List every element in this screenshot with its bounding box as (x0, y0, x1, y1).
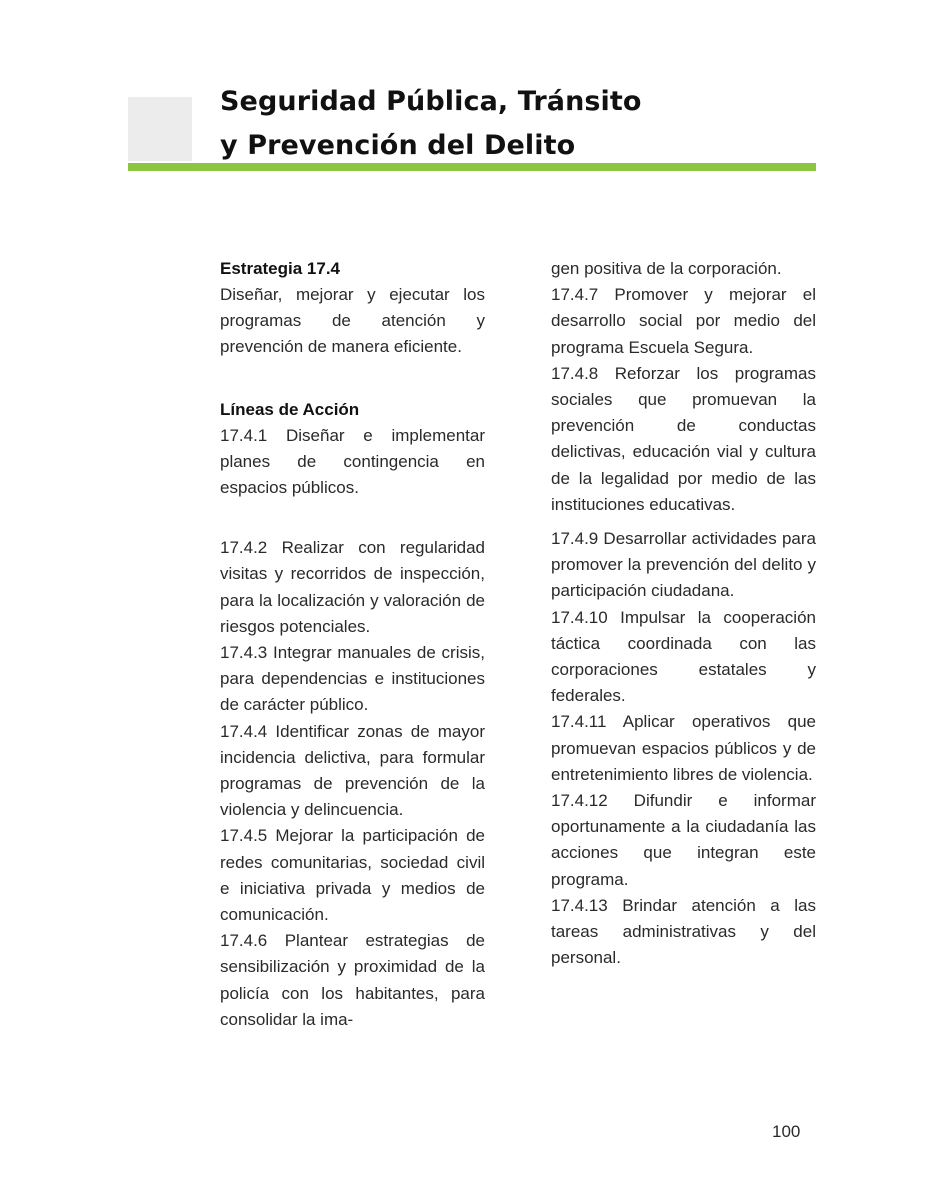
action-item: 17.4.4 Identificar zonas de mayor incidencia delictiva, para formular programas de prevención de la violencia y delincuencia. (220, 721, 485, 820)
action-item: 17.4.13 Brindar atención a las tareas administrativas y del personal. (551, 895, 816, 968)
strategy-heading: Estrategia 17.4 (220, 259, 341, 278)
action-item: 17.4.6 Plantear estrategias de sensibilización y proximidad de la policía con los habitantes, para consolidar la ima- (220, 931, 485, 1029)
right-column (551, 256, 816, 971)
action-item: 17.4.9 Desarrollar actividades para promover la prevención del delito y participación ciudadana. (551, 529, 816, 601)
action-item-continuation: gen positiva de la corporación. (551, 259, 782, 278)
action-item: 17.4.5 Mejorar la participación de redes comunitarias, sociedad civil e iniciativa privada y medios de comunicación. (220, 826, 485, 925)
action-item: 17.4.10 Impulsar la cooperación táctica coordinada con las corporaciones estatales y federales. (551, 607, 816, 706)
action-item: 17.4.7 Promover y mejorar el desarrollo social por medio del programa Escuela Segura. (551, 285, 816, 357)
page-title (220, 80, 642, 168)
action-lines-heading: Líneas de Acción (220, 399, 360, 419)
action-item: 17.4.3 Integrar manuales de crisis, para dependencias e instituciones de carácter público. (220, 643, 485, 715)
action-item: 17.4.11 Aplicar operativos que promuevan espacios públicos y de entretenimiento libres de violencia. (551, 712, 816, 784)
action-item: 17.4.1 Diseñar e implementar planes de contingencia en espacios públicos. (220, 425, 485, 498)
left-column (220, 256, 485, 1033)
page-title-line-2: y Prevención del Delito (220, 130, 576, 161)
action-item: 17.4.8 Reforzar los programas sociales que promuevan la prevención de conductas delictivas, educación vial y cultura de la legalidad por medio de las instituciones educativas. (551, 363, 816, 514)
strategy-text: Diseñar, mejorar y ejecutar los programas de atención y prevención de manera eficiente. (220, 285, 485, 357)
title-decoration-box (128, 97, 192, 161)
action-item: 17.4.2 Realizar con regularidad visitas y recorridos de inspección, para la localización y valoración de riesgos potenciales. (220, 538, 485, 636)
title-underline-bar (128, 163, 816, 171)
action-item: 17.4.12 Difundir e informar oportunamente a la ciudadanía las acciones que integran este programa. (551, 791, 816, 889)
page-number: 100 (772, 1122, 801, 1141)
page-title-line-1: Seguridad Pública, Tránsito (220, 86, 642, 117)
